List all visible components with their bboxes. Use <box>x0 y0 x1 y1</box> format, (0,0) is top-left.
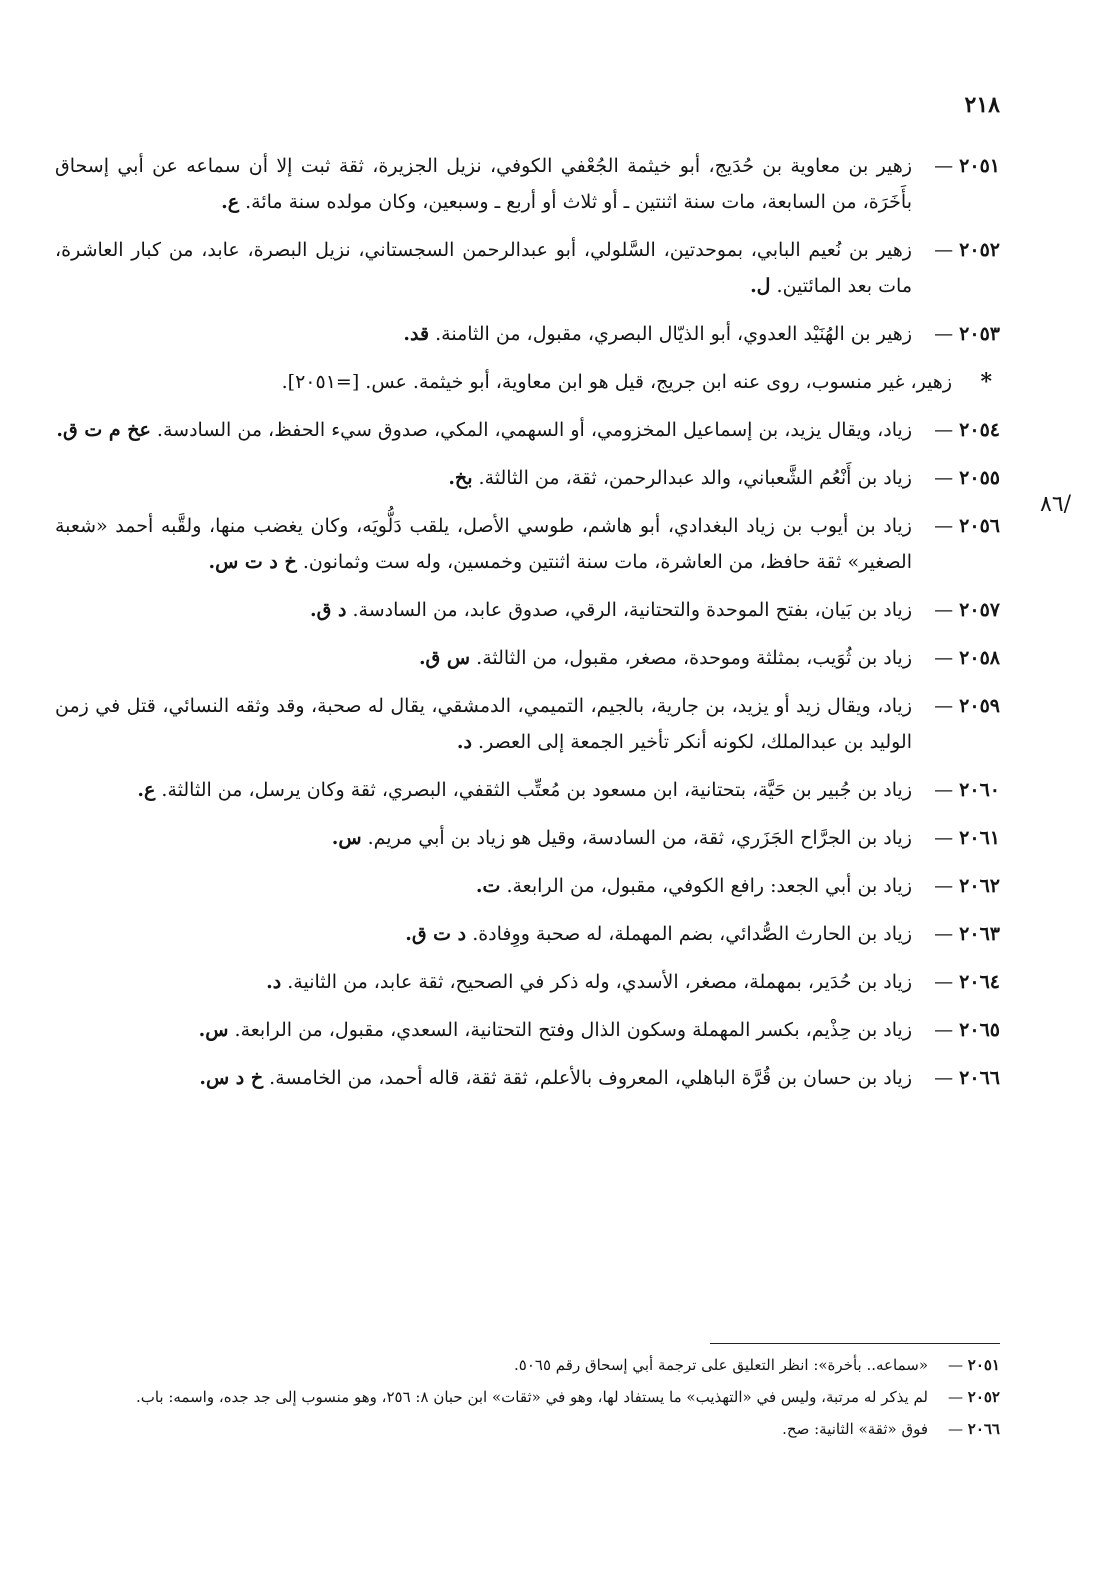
entry-text <box>55 316 912 352</box>
entry-number-value: ٢٠٥٦ <box>959 515 1000 537</box>
entry-sigla: د. <box>456 731 472 753</box>
entry-number <box>912 688 1000 724</box>
entry-body: زياد، ويقال يزيد، بن إسماعيل المخزومي، أو السهمي، المكي، صدوق سيء الحفظ، من السادسة. <box>156 419 912 441</box>
entry-sigla: خ د ت س. <box>208 551 297 573</box>
entry-row <box>55 688 1000 760</box>
entry-number-value: ٢٠٦٥ <box>959 1019 1000 1041</box>
asterisk-marker: * <box>980 369 992 395</box>
entry-text <box>55 820 912 856</box>
entry-text <box>55 964 912 1000</box>
entry-sigla: ل. <box>750 275 771 297</box>
entry-number <box>912 232 1000 268</box>
entry-number <box>912 916 1000 952</box>
entry-number <box>912 868 1000 904</box>
footnote-text: «سماعه.. بأخرة»: انظر التعليق على ترجمة أبي إسحاق رقم ٥٠٦٥. <box>514 1356 928 1374</box>
footnote-dash: — <box>947 1420 968 1438</box>
footnote-dash: — <box>947 1388 968 1406</box>
entry-body: زياد بن جُبير بن حَيَّة، بتحتانية، ابن مسعود بن مُعتِّب الثقفي، البصري، ثقة وكان يرسل، من الثالثة. <box>161 779 912 801</box>
entry-sigla: خ د س. <box>199 1067 264 1089</box>
entry-number-value: ٢٠٥٧ <box>959 599 1000 621</box>
entry-sigla: س. <box>198 1019 229 1041</box>
entry-dash: — <box>934 599 960 621</box>
footnote-row <box>55 1352 1000 1378</box>
entry-body: زياد بن ثُوَيب، بمثلثة وموحدة، مصغر، مقبول، من الثالثة. <box>476 647 912 669</box>
footnote-row <box>55 1416 1000 1442</box>
entry-row <box>55 640 1000 676</box>
entry-row <box>55 868 1000 904</box>
entry-number-value: ٢٠٥٥ <box>959 467 1000 489</box>
footnote-number <box>928 1416 1000 1442</box>
entry-body: زياد بن حِذْيم، بكسر المهملة وسكون الذال وفتح التحتانية، السعدي، مقبول، من الرابعة. <box>234 1019 912 1041</box>
entry-dash: — <box>934 695 960 717</box>
entry-row <box>55 148 1000 220</box>
entry-text <box>55 508 912 580</box>
footnote-list <box>55 1352 1000 1448</box>
entry-body: زهير، غير منسوب، روى عنه ابن جريج، قيل هو ابن معاوية، أبو خيثمة. عس. [=٢٠٥١]. <box>281 371 952 393</box>
footnote-number <box>928 1384 1000 1410</box>
entry-text <box>55 640 912 676</box>
entry-number <box>912 640 1000 676</box>
footnote-divider <box>710 1343 1000 1344</box>
entry-body: زياد بن أيوب بن زياد البغدادي، أبو هاشم، طوسي الأصل، يلقب دَلُّويَه، وكان يغضب منها، ولقَّبه أحمد «شعبة الصغير» ثقة حافظ، من العاشرة، مات سنة اثنتين وخمسين، وله ست وثمانون. <box>55 515 912 573</box>
entry-row <box>55 460 1000 496</box>
entry-dash: — <box>934 1019 960 1041</box>
entry-number <box>912 316 1000 352</box>
entry-dash: — <box>934 467 960 489</box>
entry-dash: — <box>934 239 960 261</box>
entry-dash: — <box>934 971 960 993</box>
footnote-row <box>55 1384 1000 1410</box>
entry-number <box>912 1012 1000 1048</box>
entry-number <box>912 964 1000 1000</box>
entry-sigla: د ت ق. <box>405 923 467 945</box>
entry-row <box>55 820 1000 856</box>
footnote-number-value: ٢٠٦٦ <box>967 1420 1000 1438</box>
entry-row <box>55 1060 1000 1096</box>
entry-number-value: ٢٠٦٣ <box>959 923 1000 945</box>
entry-number-value: ٢٠٥٨ <box>959 647 1000 669</box>
entry-text <box>55 1012 912 1048</box>
entry-dash: — <box>934 779 960 801</box>
entry-body: زياد بن أَنْعُم الشَّعباني، والد عبدالرحمن، ثقة، من الثالثة. <box>478 467 912 489</box>
entry-text <box>55 412 912 448</box>
footnote-text: فوق «ثقة» الثانية: صح. <box>782 1420 928 1438</box>
entry-dash: — <box>934 827 960 849</box>
entry-body: زهير بن الهُنَيْد العدوي، أبو الذيّال البصري، مقبول، من الثامنة. <box>435 323 912 345</box>
page-number: ٢١٨ <box>964 92 1000 118</box>
entry-body: زياد بن أبي الجعد: رافع الكوفي، مقبول، من الرابعة. <box>506 875 912 897</box>
entry-number-value: ٢٠٥٢ <box>959 239 1000 261</box>
entry-number-value: ٢٠٦١ <box>959 827 1000 849</box>
entry-body: زياد، ويقال زيد أو يزيد، بن جارية، بالجيم، التميمي، الدمشقي، يقال له صحبة، وقد وثقه النسائي، قتل في زمن الوليد بن عبدالملك، لكونه أنكر تأخير الجمعة إلى العصر. <box>55 695 912 753</box>
entry-body: زهير بن نُعيم البابي، بموحدتين، السَّلولي، أبو عبدالرحمن السجستاني، نزيل البصرة، عابد، من كبار العاشرة، مات بعد المائتين. <box>55 239 912 297</box>
entry-text <box>55 592 912 628</box>
footnote-number <box>928 1352 1000 1378</box>
entry-sigla: س ق. <box>418 647 471 669</box>
entry-row <box>55 772 1000 808</box>
entry-dash: — <box>934 875 960 897</box>
entry-row <box>55 364 1000 400</box>
entry-number <box>912 592 1000 628</box>
entry-row <box>55 916 1000 952</box>
entry-row <box>55 232 1000 304</box>
entry-number <box>912 460 1000 496</box>
entry-sigla: عخ م ت ق. <box>56 419 151 441</box>
entry-number-value: ٢٠٦٤ <box>959 971 1000 993</box>
entry-text <box>55 868 912 904</box>
entry-number-value: ٢٠٦٠ <box>959 779 1000 801</box>
entry-sigla: ت. <box>475 875 501 897</box>
entry-number <box>912 508 1000 544</box>
footnote-text: لم يذكر له مرتبة، وليس في «التهذيب» ما يستفاد لها، وهو في «ثقات» ابن حبان ٨: ٢٥٦، وهو منسوب إلى جد جده، واسمه: باب. <box>135 1388 928 1406</box>
entry-number <box>912 772 1000 808</box>
entry-sigla: د. <box>266 971 282 993</box>
entry-text <box>55 148 912 220</box>
entry-row <box>55 508 1000 580</box>
entry-number-value: ٢٠٥٤ <box>959 419 1000 441</box>
entry-sigla: ع. <box>221 191 240 213</box>
entry-number <box>912 412 1000 448</box>
entry-sigla: س. <box>331 827 362 849</box>
entry-list <box>55 148 1000 1108</box>
entry-dash: — <box>934 923 960 945</box>
entry-dash: — <box>934 419 960 441</box>
entry-row <box>55 1012 1000 1048</box>
entry-text <box>55 1060 912 1096</box>
entry-number-value: ٢٠٥٣ <box>959 323 1000 345</box>
footnote-dash: — <box>947 1356 968 1374</box>
entry-sigla: قد. <box>403 323 430 345</box>
entry-number <box>912 1060 1000 1096</box>
entry-number <box>912 148 1000 184</box>
entry-body: زياد بن الجرَّاح الجَزَري، ثقة، من السادسة، وقيل هو زياد بن أبي مريم. <box>367 827 912 849</box>
entry-number <box>912 820 1000 856</box>
entry-dash: — <box>934 647 960 669</box>
entry-dash: — <box>934 155 960 177</box>
entry-body: زياد بن الحارث الصُّدائي، بضم المهملة، له صحبة ووِفادة. <box>472 923 912 945</box>
entry-text <box>55 460 912 496</box>
entry-text <box>55 916 912 952</box>
margin-note: /٨٦ <box>1040 492 1072 517</box>
entry-sigla: د ق. <box>310 599 347 621</box>
entry-dash: — <box>934 1067 960 1089</box>
entry-row <box>55 316 1000 352</box>
entry-sigla: بخ. <box>448 467 473 489</box>
entry-body: زياد بن بَيان، بفتح الموحدة والتحتانية، الرقي، صدوق عابد، من السادسة. <box>352 599 912 621</box>
entry-sigla: ع. <box>137 779 156 801</box>
entry-row <box>55 964 1000 1000</box>
footnote-number-value: ٢٠٥٢ <box>967 1388 1000 1406</box>
entry-number-value: ٢٠٥٩ <box>959 695 1000 717</box>
entry-row <box>55 412 1000 448</box>
entry-text <box>55 688 912 760</box>
entry-text <box>55 772 912 808</box>
entry-dash: — <box>934 515 960 537</box>
entry-body: زهير بن معاوية بن حُدَيج، أبو خيثمة الجُعْفي الكوفي، نزيل الجزيرة، ثقة ثبت إلا أن سماعه عن أبي إسحاق بأَخَرَة، من السابعة، مات سنة اثنتين ـ أو ثلاث أو أربع ـ وسبعين، وكان مولده سنة مائة. <box>55 155 912 213</box>
entry-row <box>55 592 1000 628</box>
entry-body: زياد بن حسان بن قُرَّة الباهلي، المعروف بالأعلم، ثقة ثقة، قاله أحمد، من الخامسة. <box>269 1067 912 1089</box>
entry-text <box>55 232 912 304</box>
entry-number-value: ٢٠٥١ <box>959 155 1000 177</box>
footnote-number-value: ٢٠٥١ <box>967 1356 1000 1374</box>
entry-body: زياد بن حُدَير، بمهملة، مصغر، الأسدي، وله ذكر في الصحيح، ثقة عابد، من الثانية. <box>287 971 912 993</box>
entry-number-value: ٢٠٦٦ <box>959 1067 1000 1089</box>
entry-number-value: ٢٠٦٢ <box>959 875 1000 897</box>
entry-dash: — <box>934 323 960 345</box>
entry-text <box>55 364 952 400</box>
